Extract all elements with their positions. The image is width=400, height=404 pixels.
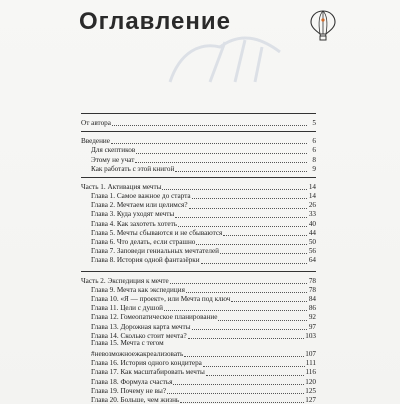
toc-entry[interactable] xyxy=(81,255,316,264)
toc-entry[interactable] xyxy=(81,358,316,367)
toc-entry-page: 97 xyxy=(308,322,316,331)
toc-entry-label: #невозможноежакреализовать xyxy=(91,350,184,359)
dot-leader xyxy=(206,375,305,376)
toc-entry-page: 127 xyxy=(305,396,316,404)
dot-leader xyxy=(175,171,307,172)
toc-entry-label: Глава 10. «Я — проект», или Мечта под ключ xyxy=(91,294,231,303)
toc-entry-label: Для скептиков xyxy=(91,146,136,155)
toc-entry[interactable] xyxy=(81,294,316,303)
dot-leader xyxy=(203,366,305,367)
toc-entry-page: 86 xyxy=(308,304,316,313)
toc-section-part2 xyxy=(81,276,316,340)
toc-entry-label: Введение xyxy=(81,137,110,146)
dot-leader xyxy=(111,143,307,144)
toc-entry-label: Как работать с этой книгой xyxy=(91,164,175,173)
toc-entry-page: 78 xyxy=(308,285,316,294)
toc-entry-page: 64 xyxy=(308,256,316,265)
toc-entry[interactable] xyxy=(81,182,316,191)
toc-entry-page: 6 xyxy=(312,137,316,146)
toc-entry[interactable] xyxy=(81,228,316,237)
toc-section-preface xyxy=(81,136,316,173)
toc-entry-page: 56 xyxy=(308,247,316,256)
dot-leader xyxy=(196,244,307,245)
toc-entry-page: 107 xyxy=(305,350,316,359)
toc-section-intro xyxy=(81,118,316,127)
dot-leader xyxy=(175,217,307,218)
toc-entry[interactable] xyxy=(81,377,316,386)
toc-entry-page: 92 xyxy=(308,313,316,322)
toc-entry[interactable] xyxy=(81,276,316,285)
toc-entry[interactable] xyxy=(81,118,316,127)
toc-entry-label: От автора xyxy=(81,118,111,127)
toc-entry-label: Глава 14. Сколько стоит мечта? xyxy=(91,331,187,340)
toc-section-part1 xyxy=(81,182,316,265)
hot-air-balloon-icon xyxy=(310,10,336,42)
toc-entry-label: Глава 20. Больше, чем жизнь xyxy=(91,396,180,404)
toc-entry[interactable] xyxy=(81,285,316,294)
dot-leader xyxy=(223,235,307,236)
toc-entry[interactable] xyxy=(81,136,316,145)
toc-entry-label: Глава 19. Почему не вы? xyxy=(91,386,167,395)
dot-leader xyxy=(162,189,307,190)
toc-entry-page: 14 xyxy=(308,182,316,191)
toc-entry-label: Глава 11. Цели с душой xyxy=(91,304,164,313)
dot-leader xyxy=(184,356,304,357)
toc-entry-page: 40 xyxy=(308,219,316,228)
toc-entry-page: 26 xyxy=(308,201,316,210)
toc-entry[interactable] xyxy=(81,237,316,246)
toc-entry-label: Этому не учат xyxy=(91,155,135,164)
dot-leader xyxy=(186,292,307,293)
toc-entry[interactable] xyxy=(81,322,316,331)
toc-entry-page: 44 xyxy=(308,228,316,237)
toc-entry-label: Глава 13. Дорожная карта мечты xyxy=(91,322,191,331)
toc-entry[interactable] xyxy=(81,155,316,164)
toc-entry[interactable] xyxy=(81,191,316,200)
toc-section-part2-rest xyxy=(81,358,316,404)
toc-entry[interactable] xyxy=(81,145,316,154)
toc-entry-page: 116 xyxy=(305,368,316,377)
toc-entry[interactable] xyxy=(81,386,316,395)
dot-leader xyxy=(220,253,307,254)
toc-entry-page: 6 xyxy=(312,146,316,155)
dot-leader xyxy=(167,393,304,394)
toc-entry[interactable] xyxy=(81,312,316,321)
dot-leader xyxy=(170,283,307,284)
table-of-contents xyxy=(81,113,316,404)
dot-leader xyxy=(192,329,307,330)
toc-entry-page: 120 xyxy=(305,377,316,386)
toc-entry-label: Глава 9. Мечта как экспедиция xyxy=(91,285,185,294)
toc-entry-page: 50 xyxy=(308,238,316,247)
toc-entry-label: Часть 1. Активация мечты xyxy=(81,182,162,191)
toc-entry[interactable] xyxy=(81,303,316,312)
dot-leader xyxy=(188,338,305,339)
toc-entry-label: Часть 2. Экспедиция к мечте xyxy=(81,276,169,285)
toc-entry-label: Глава 6. Что делать, если страшно xyxy=(91,238,196,247)
toc-entry-label: Глава 8. История одной фантазёрки xyxy=(91,256,200,265)
toc-entry-page: 8 xyxy=(312,155,316,164)
dot-leader xyxy=(180,402,304,403)
dot-leader xyxy=(173,384,304,385)
toc-entry-label: Глава 17. Как масштабировать мечты xyxy=(91,368,205,377)
toc-entry-page: 103 xyxy=(305,331,316,340)
toc-entry-label: Глава 16. История одного кондитера xyxy=(91,359,202,368)
toc-entry-label: Глава 7. Заповеди гениальных мечтателей xyxy=(91,247,220,256)
toc-entry-label: Глава 2. Мечтаем или целимся? xyxy=(91,201,188,210)
dot-leader xyxy=(189,208,307,209)
toc-entry-chapter-15-line1[interactable]: Глава 15. Мечта с тегом xyxy=(91,338,164,347)
dot-leader xyxy=(218,320,307,321)
toc-entry-label: Глава 1. Самое важное до старта xyxy=(91,192,191,201)
toc-entry-page: 5 xyxy=(312,118,316,127)
toc-entry[interactable] xyxy=(81,164,316,173)
toc-entry[interactable] xyxy=(81,219,316,228)
dot-leader xyxy=(192,198,307,199)
dot-leader xyxy=(178,226,307,227)
toc-entry-page: 9 xyxy=(312,164,316,173)
toc-entry[interactable] xyxy=(81,368,316,377)
toc-entry-label: Глава 12. Гомеопатическое планирование xyxy=(91,313,218,322)
dot-leader xyxy=(201,263,307,264)
toc-entry-label: Глава 4. Как захотеть хотеть xyxy=(91,219,178,228)
dot-leader xyxy=(112,125,307,126)
toc-entry-page: 84 xyxy=(308,294,316,303)
toc-entry-page: 78 xyxy=(308,276,316,285)
toc-entry-chapter-15[interactable] xyxy=(81,349,316,358)
toc-entry-label: Глава 18. Формула счастья xyxy=(91,377,173,386)
toc-entry-label: Глава 3. Куда уходят мечты xyxy=(91,210,175,219)
dot-leader xyxy=(135,162,307,163)
toc-entry[interactable] xyxy=(81,246,316,255)
toc-entry-label: Глава 5. Мечты сбываются и не сбываются xyxy=(91,228,223,237)
toc-entry-page: 125 xyxy=(305,386,316,395)
toc-entry[interactable] xyxy=(81,210,316,219)
page-title: Оглавление xyxy=(79,8,231,35)
dot-leader xyxy=(164,310,307,311)
dot-leader xyxy=(136,153,307,154)
dot-leader xyxy=(231,301,307,302)
toc-entry-page: 111 xyxy=(305,359,316,368)
toc-entry-page: 33 xyxy=(308,210,316,219)
toc-entry-page: 14 xyxy=(308,192,316,201)
toc-entry[interactable] xyxy=(81,200,316,209)
